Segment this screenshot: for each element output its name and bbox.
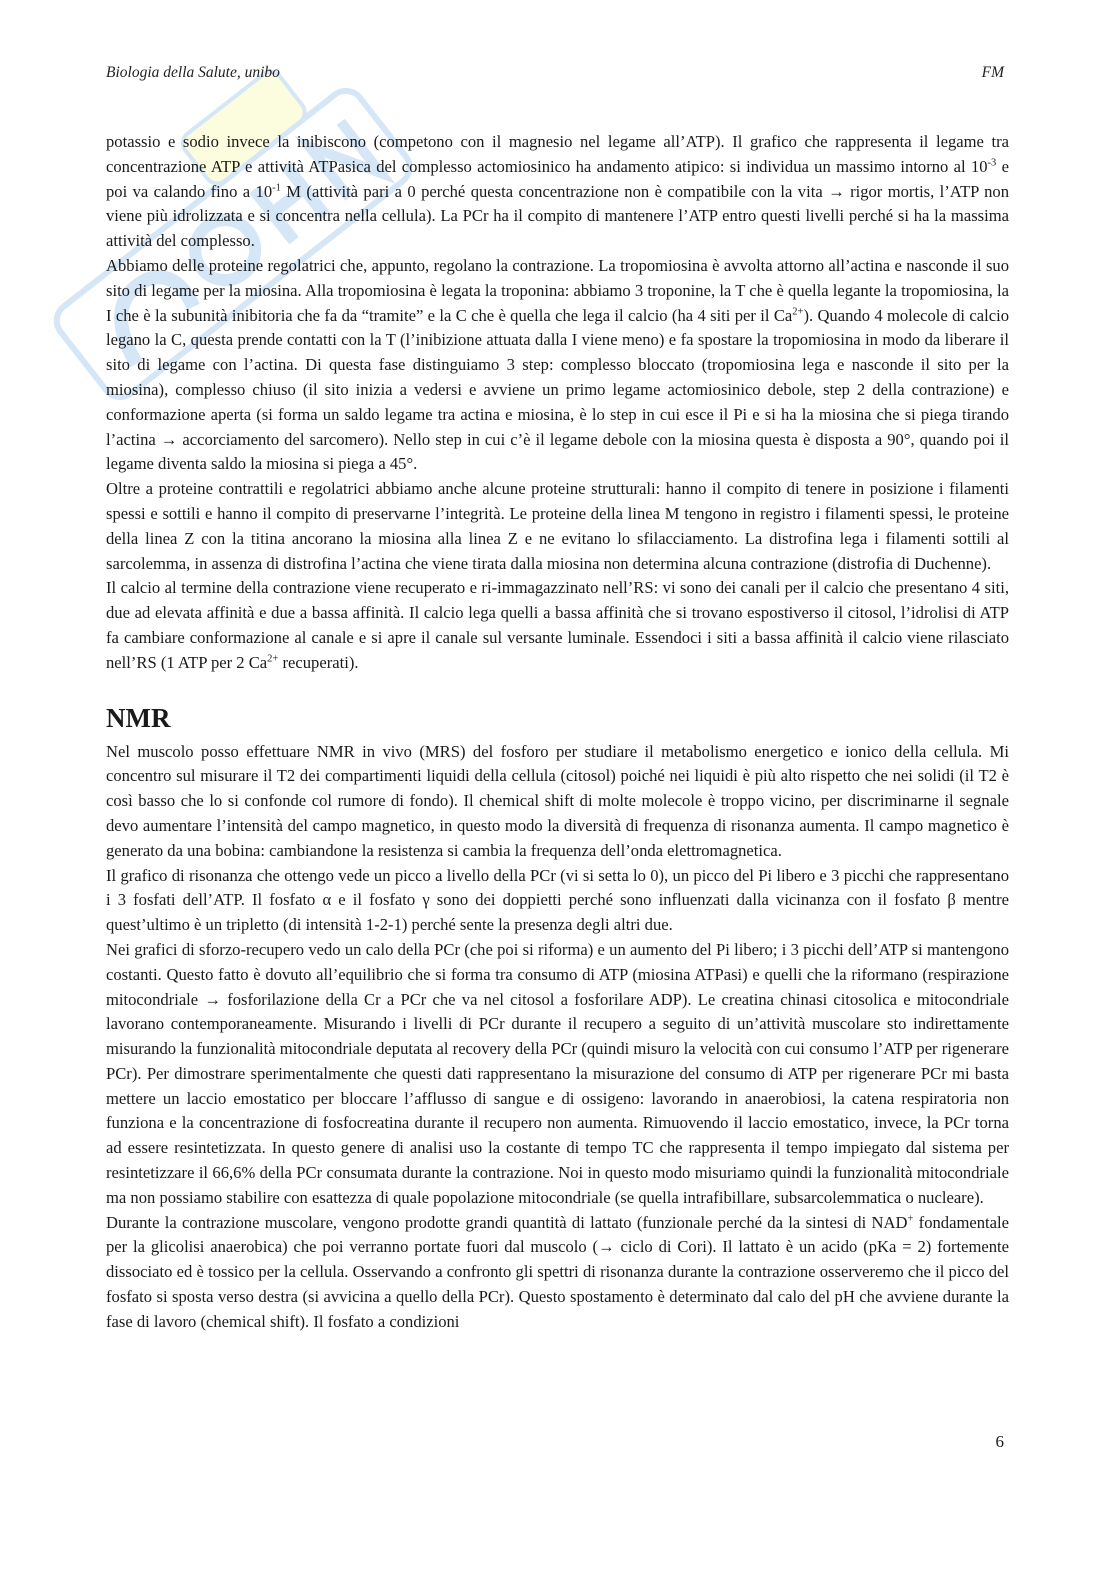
paragraph-lactate: Durante la contrazione muscolare, vengono prodotte grandi quantità di lattato (funzionale perché da la sintesi di NAD+ fondamentale per la glicolisi anaerobica) che poi verranno portate fuori dal muscolo (→ ciclo di Cori). Il lattato è un acido (pKa = 2) fortemente dissociato ed è tossico per la cellula. Osservando a confronto gli spettri di risonanza durante la contrazione osserveremo che il picco del fosfato si sposta verso destra (si avvicina a quello della PCr). Questo spostamento è determinato dal calo del pH che avviene durante la fase di lavoro (chemical shift). Il fosfato a condizioni	[106, 1212, 1009, 1331]
paragraph-nmr-intro: Nel muscolo posso effettuare NMR in vivo (MRS) del fosforo per studiare il metabolismo energetico e ionico della cellula. Mi concentro sul misurare il T2 dei compartimenti liquidi della cellula (citosol) poiché nei liquidi è più alto rispetto che nei solidi (il T2 è così basso che lo si confonde col rumore di fondo). Il chemical shift di molte molecole è troppo vicino, per discriminarne il segnale devo aumentare l’intensità del campo magnetico, in questo modo la diversità di frequenza di risonanza aumenta. Il campo magnetico è generato da una bobina: cambiandone la resistenza si cambia la frequenza dell’onda elettromagnetica.	[106, 741, 1009, 860]
paragraph-regulatory-proteins: Abbiamo delle proteine regolatrici che, appunto, regolano la contrazione. La tropomiosina è avvolta attorno all’actina e nasconde il suo sito di legame per la miosina. Alla tropomiosina è legata la troponina: abbiamo 3 troponine, la T che è quella legante la tropomiosina, la I che è la subunità inibitoria che fa da “tramite” e la C che è quella che lega il calcio (ha 4 siti per il $Ca^{2+}$). Quando 4 molecole di calcio legano la C, questa prende contatti con la T (l’inibizione attuata dalla I viene meno) e fa spostare la tropomiosina in modo da liberare il sito di legame con l’actina. Di questa fase distinguiamo 3 step: complesso bloccato (tropomiosina lega e nasconde il sito per la miosina), complesso chiuso (il sito inizia a vedersi e avviene un primo legame actomiosinico debole, step 2 della contrazione) e conformazione aperta (si forma un saldo legame tra actina e miosina, è lo step in cui esce il Pi e si ha la miosina che si piega tirando l’actina → accorciamento del sarcomero). Nello step in cui c’è il legame debole con la miosina questa è disposta a 90°, quando poi il legame diventa saldo la miosina si piega a 45°.	[106, 255, 1009, 474]
page-number: 6	[995, 1432, 1004, 1451]
page-header	[106, 64, 1004, 82]
section-heading: NMR	[106, 702, 171, 733]
paragraph-calcium-recovery: Il calcio al termine della contrazione viene recuperato e ri-immagazzinato nell’RS: vi sono dei canali per il calcio che presentano 4 siti, due ad elevata affinità e due a bassa affinità. Il calcio lega quelli a bassa affinità che si trovano espostiverso il citosol, l’idrolisi di ATP fa cambiare conformazione al canale e si apre il canale sul versante luminale. Essendoci i siti a bassa affinità il calcio viene rilasciato nell’RS (1 ATP per 2 $Ca^{2+}$ recuperati).	[106, 578, 1009, 672]
paragraph-structural-proteins: Oltre a proteine contrattili e regolatrici abbiamo anche alcune proteine strutturali: hanno il compito di tenere in posizione i filamenti spessi e sottili e hanno il compito di preservarne l’integrità. Le proteine della linea M tengono in registro i filamenti spessi, le proteine della linea Z con la titina ancorano la miosina alla linea Z e ne evitano lo sfilacciamento. La distrofina lega i filamenti sottili al sarcolemma, in assenza di distrofina l’actina che viene tirata dalla miosina non determina alcuna contrazione (distrofia di Duchenne).	[106, 479, 1009, 573]
document-body	[106, 130, 1009, 1335]
header-initials: FM	[981, 64, 1004, 81]
paragraph-resonance-graph: Il grafico di risonanza che ottengo vede un picco a livello della PCr (vi si setta lo 0), un picco del Pi libero e 3 picchi che rappresentano i 3 fosfati dell’ATP. Il fosfato α e il fosfato γ sono dei doppietti perché sono influenzati dalla vicinanza con il fosfato β mentre quest’ultimo è un tripletto (di intensità 1-2-1) perché sente la presenza degli altri due.	[106, 865, 1009, 935]
paragraph-atp-activity: potassio e sodio invece la inibiscono (competono con il magnesio nel legame all’ATP). Il grafico che rappresenta il legame tra concentrazione ATP e attività ATPasica del complesso actomiosinico ha andamento atipico: si individua un massimo intorno al $10^{-3}$ e poi va calando fino a $10^{-1}$ M (attività pari a 0 perché questa concentrazione non è compatibile con la vita → rigor mortis, l’ATP non viene più idrolizzata e si concentra nella cellula). La PCr ha il compito di mantenere l’ATP entro questi livelli perché si ha la massima attività del complesso.	[106, 132, 1009, 251]
paragraph-effort-recovery: Nei grafici di sforzo-recupero vedo un calo della PCr (che poi si riforma) e un aumento del Pi libero; i 3 picchi dell’ATP si mantengono costanti. Questo fatto è dovuto all’equilibrio che si forma tra consumo di ATP (miosina ATPasi) e quelli che la riformano (respirazione mitocondriale → fosforilazione della Cr a PCr che va nel citosol a fosforilare ADP). Le creatina chinasi citosolica e mitocondriale lavorano contemporaneamente. Misurando i livelli di PCr durante il recupero a seguito di un’attività muscolare sto indirettamente misurando la funzionalità mitocondriale deputata al recovery della PCr (quindi misuro la velocità con cui consumo l’ATP per rigenerare PCr). Per dimostrare sperimentalmente che questi dati rappresentano la misurazione del consumo di ATP per rigenerare PCr mi basta mettere un laccio emostatico per bloccare l’afflusso di sangue e di ossigeno: lavorando in anaerobiosi, la catena respiratoria non funziona e la concentrazione di fosfocreatina durante il recupero non aumenta. Rimuovendo il laccio emostatico, invece, la PCr torna ad essere resintetizzata. In questo genere di analisi uso la costante di tempo TC che rappresenta il tempo impiegato dal sistema per resintetizzare il 66,6% della PCr consumata durante la contrazione. Noi in questo modo misuriamo quindi la funzionalità mitocondriale ma non possiamo stabilire con esattezza di quale popolazione mitocondriale (se quella intrafibillare, subsarcolemmatica o nucleare).	[106, 939, 1009, 1207]
header-course: Biologia della Salute, unibo	[106, 64, 280, 81]
